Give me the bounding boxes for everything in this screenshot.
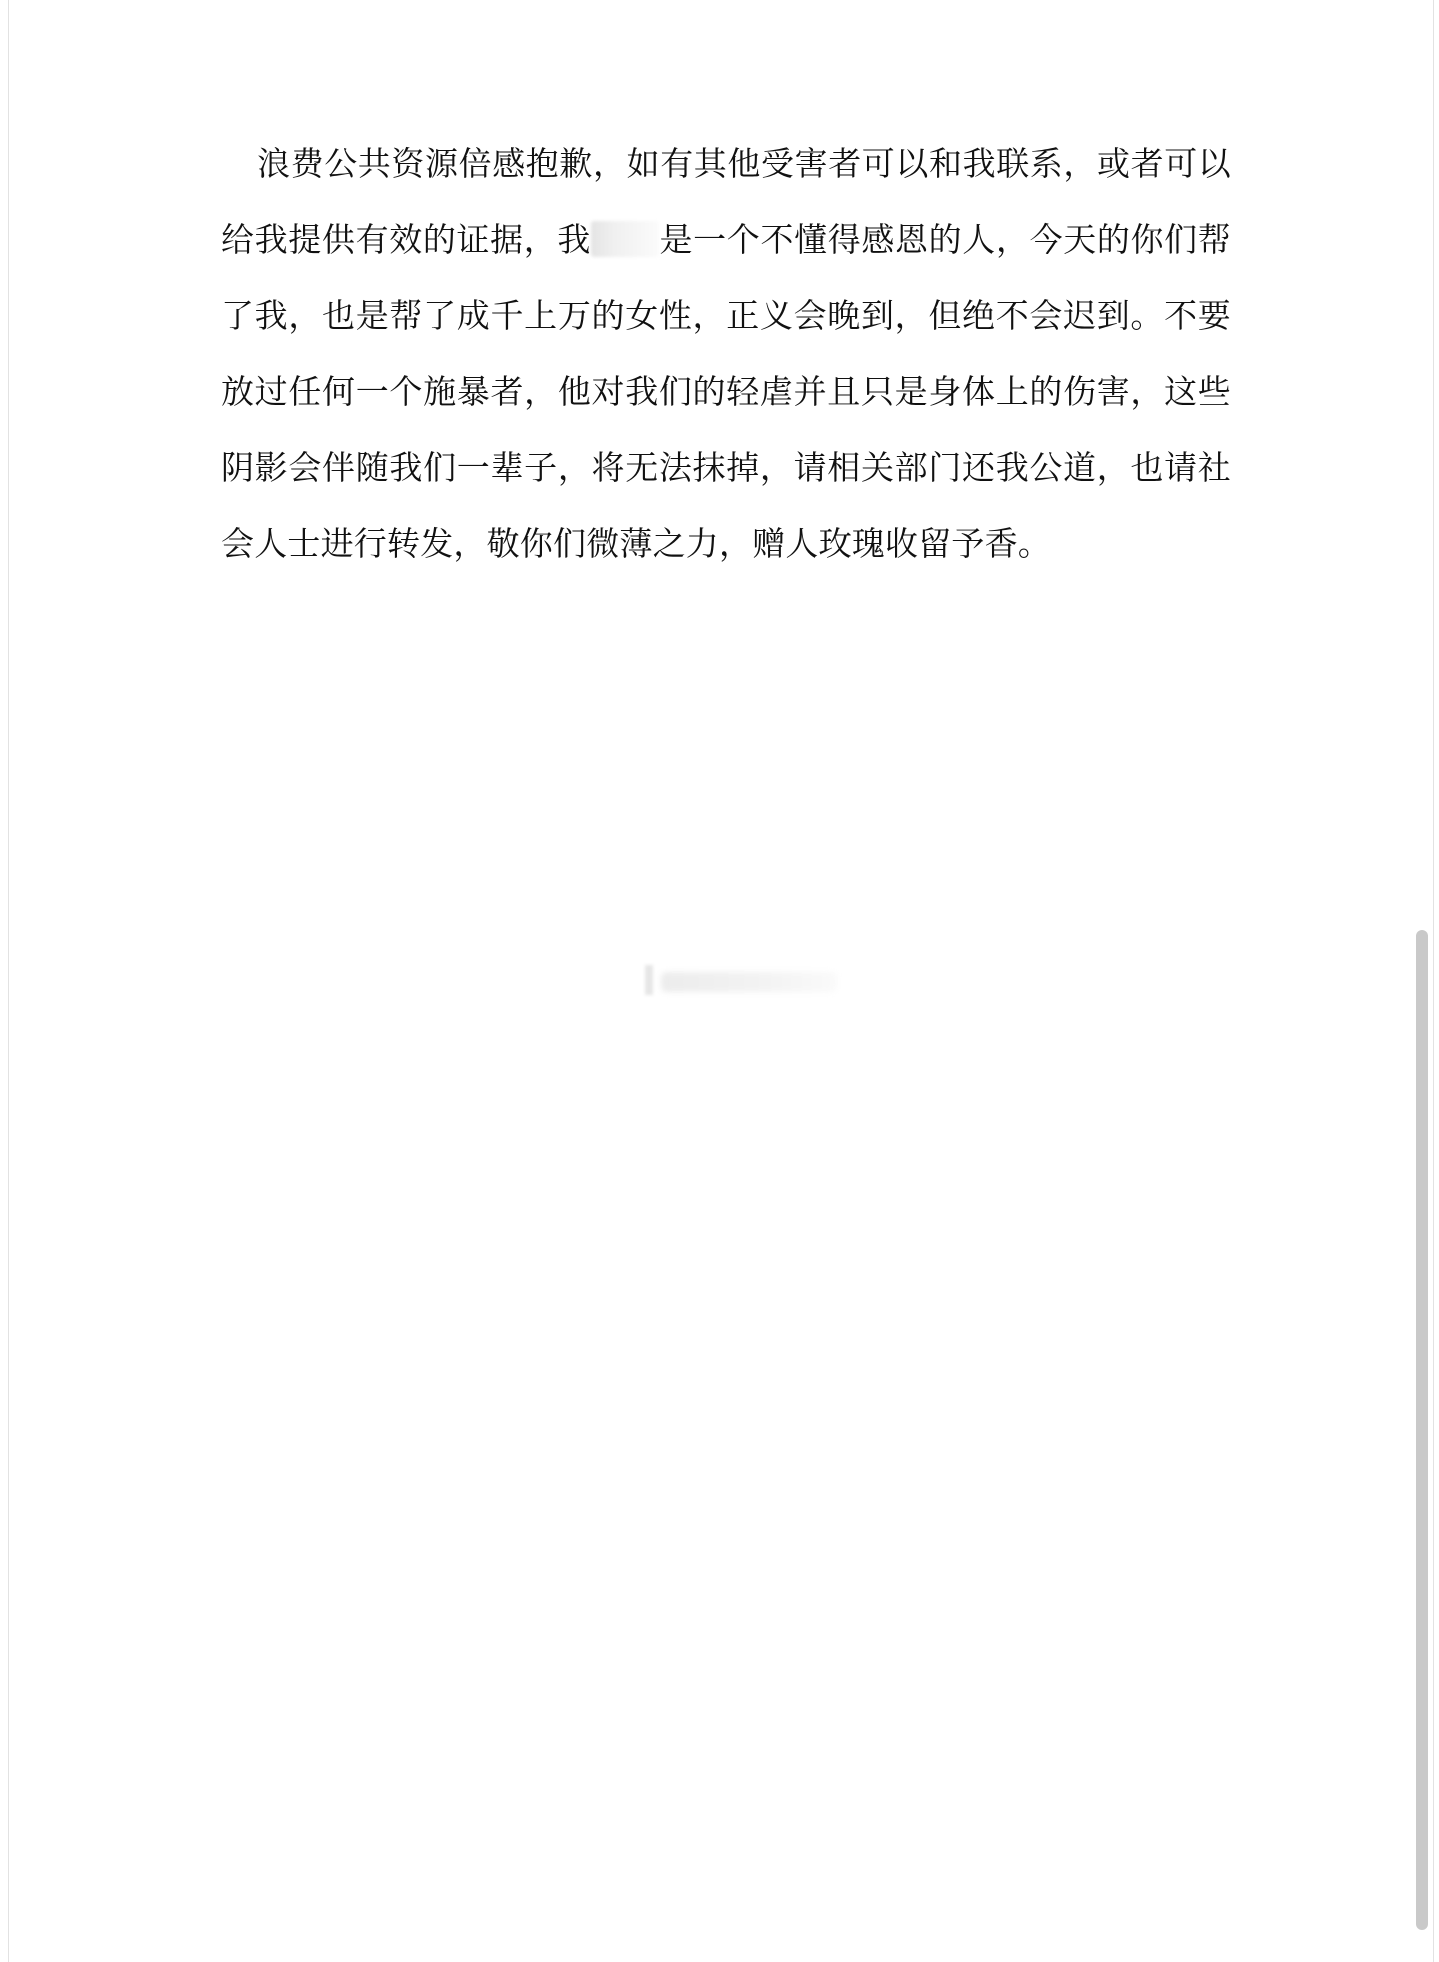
body-paragraph — [221, 126, 1231, 582]
paragraph-text-part1: 浪费公共资源倍感抱歉，如有其他受害者可以和我联系，或者可以给我提供有效的证据，我 — [221, 144, 1231, 259]
vertical-scrollbar-thumb[interactable] — [1416, 930, 1428, 1930]
blurred-watermark — [615, 960, 843, 1004]
paragraph-text-part2: 是一个不懂得感恩的人，今天的你们帮了我，也是帮了成千上万的女性，正义会晚到，但绝不会迟到。不要放过任何一个施暴者，他对我们的轻虐并且只是身体上的伤害，这些阴影会伴随我们一辈子，将无法抹掉，请相关部门还我公道，也请社会人士进行转发，敬你们微薄之力，赠人玫瑰收留予香。 — [221, 220, 1232, 563]
watermark-smudge — [661, 972, 837, 992]
document-page — [8, 0, 1434, 1962]
watermark-mark — [645, 965, 653, 995]
redacted-name-blur — [591, 221, 659, 257]
